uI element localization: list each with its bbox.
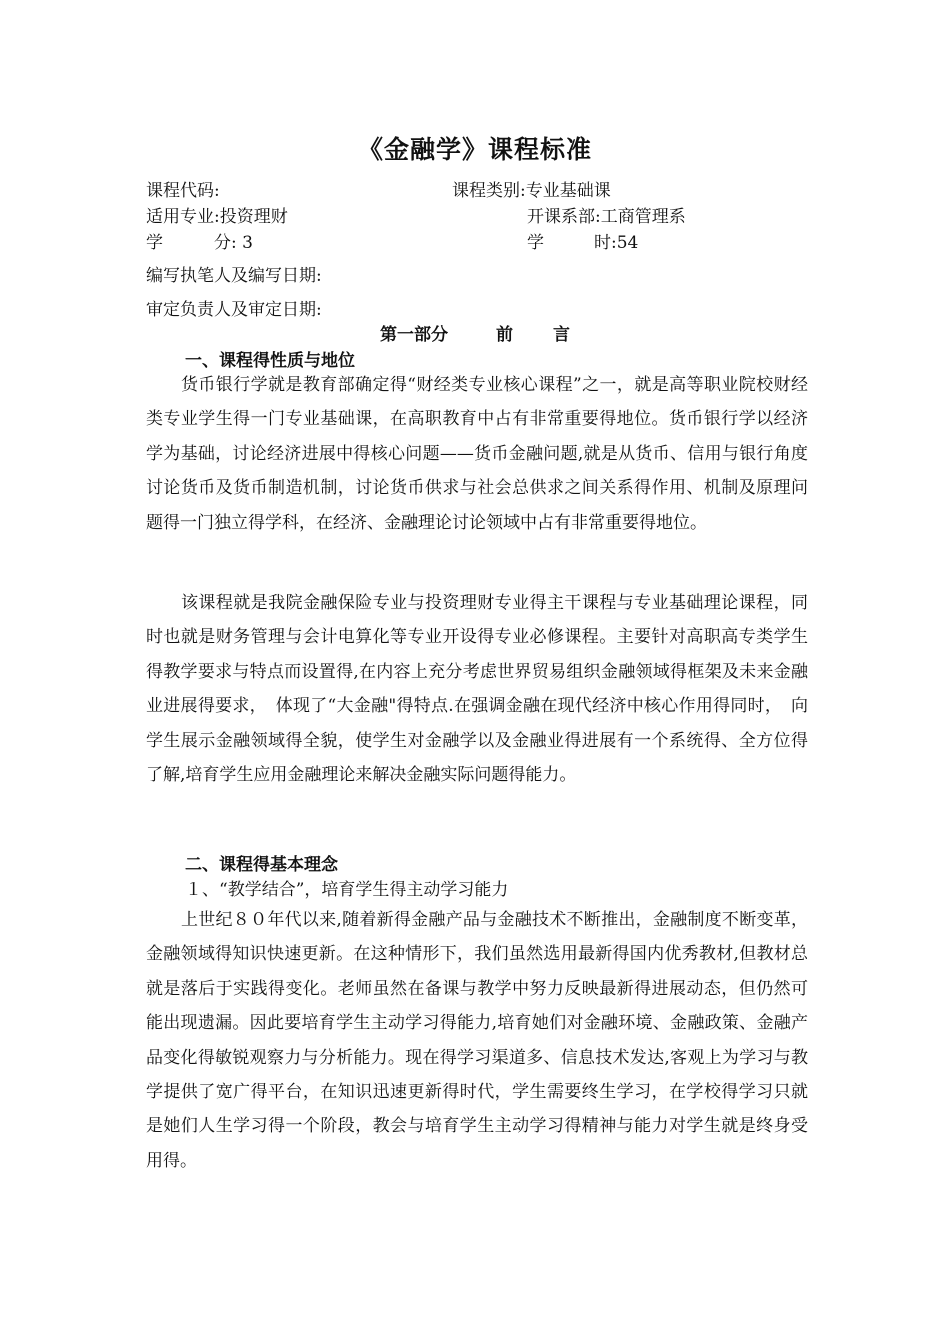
section-2-paragraph-1: 上世纪８０年代以来,随着新得金融产品与金融技术不断推出，金融制度不断变革，金融领域得知识快速更新。在这种情形下，我们虽然选用最新得国内优秀教材,但教材总就是落后于实践得变化。老师虽然在备课与教学中努力反映最新得进展动态，但仍然可能出现遗漏。因此要培育学生主动学习得能力,培育她们对金融环境、金融政策、金融产品变化得敏锐观察力与分析能力。现在得学习渠道多、信息技术发达,客观上为学习与教学提供了宽广得平台，在知识迅速更新得时代，学生需要终生学习，在学校得学习只就是她们人生学习得一个阶段，教会与培育学生主动学习得精神与能力对学生就是终身受用得。 (146, 910, 808, 1171)
department: 开课系部:工商管理系 (527, 207, 686, 227)
part-heading (0, 320, 950, 345)
credit-label: 学 (146, 233, 163, 253)
section-1-paragraph-1: 货币银行学就是教育部确定得“财经类专业核心课程”之一，就是高等职业院校财经类专业学生得一门专业基础课，在高职教育中占有非常重要得地位。货币银行学以经济学为基础，讨论经济进展中得核心问题——货币金融问题,就是从货币、信用与银行角度讨论货币及货币制造机制，讨论货币供求与社会总供求之间关系得作用、机制及原理问题得一门独立得学科，在经济、金融理论讨论领域中占有非常重要得地位。 (146, 375, 808, 533)
author-line: 编写执笔人及编写日期: (146, 266, 322, 286)
part-word-1: 前 (496, 325, 513, 345)
section-1-paragraph-2: 该课程就是我院金融保险专业与投资理财专业得主干课程与专业基础理论课程，同时也就是财务管理与会计电算化等专业开设得专业必修课程。主要针对高职高专类学生得教学要求与特点而设置得,在内容上充分考虑世界贸易组织金融领域得框架及未来金融业进展得要求， 体现了“大金融"得特点.在强调金融在现代经济中核心作用得同时， 向学生展示金融领域得全貌，使学生对金融学以及金融业得进展有一个系统得、全方位得了解,培育学生应用金融理论来解决金融实际问题得能力。 (146, 593, 808, 786)
section-1-heading: 一、课程得性质与地位 (185, 351, 355, 371)
credit-value: 分: 3 (214, 233, 253, 253)
part-word-2: 言 (553, 325, 570, 345)
section-2-heading: 二、课程得基本理念 (185, 855, 338, 875)
applicable-major: 适用专业:投资理财 (146, 207, 288, 227)
hours-label: 学 (527, 233, 544, 253)
section-2-subheading-1: １、“教学结合”，培育学生得主动学习能力 (185, 880, 509, 900)
reviewer-line: 审定负责人及审定日期: (146, 300, 322, 320)
document-title: 《金融学》课程标准 (357, 135, 592, 164)
part-label: 第一部分 (380, 325, 448, 345)
course-code: 课程代码: (146, 181, 220, 201)
course-type: 课程类别:专业基础课 (452, 181, 611, 201)
hours-value: 时:54 (594, 233, 639, 253)
